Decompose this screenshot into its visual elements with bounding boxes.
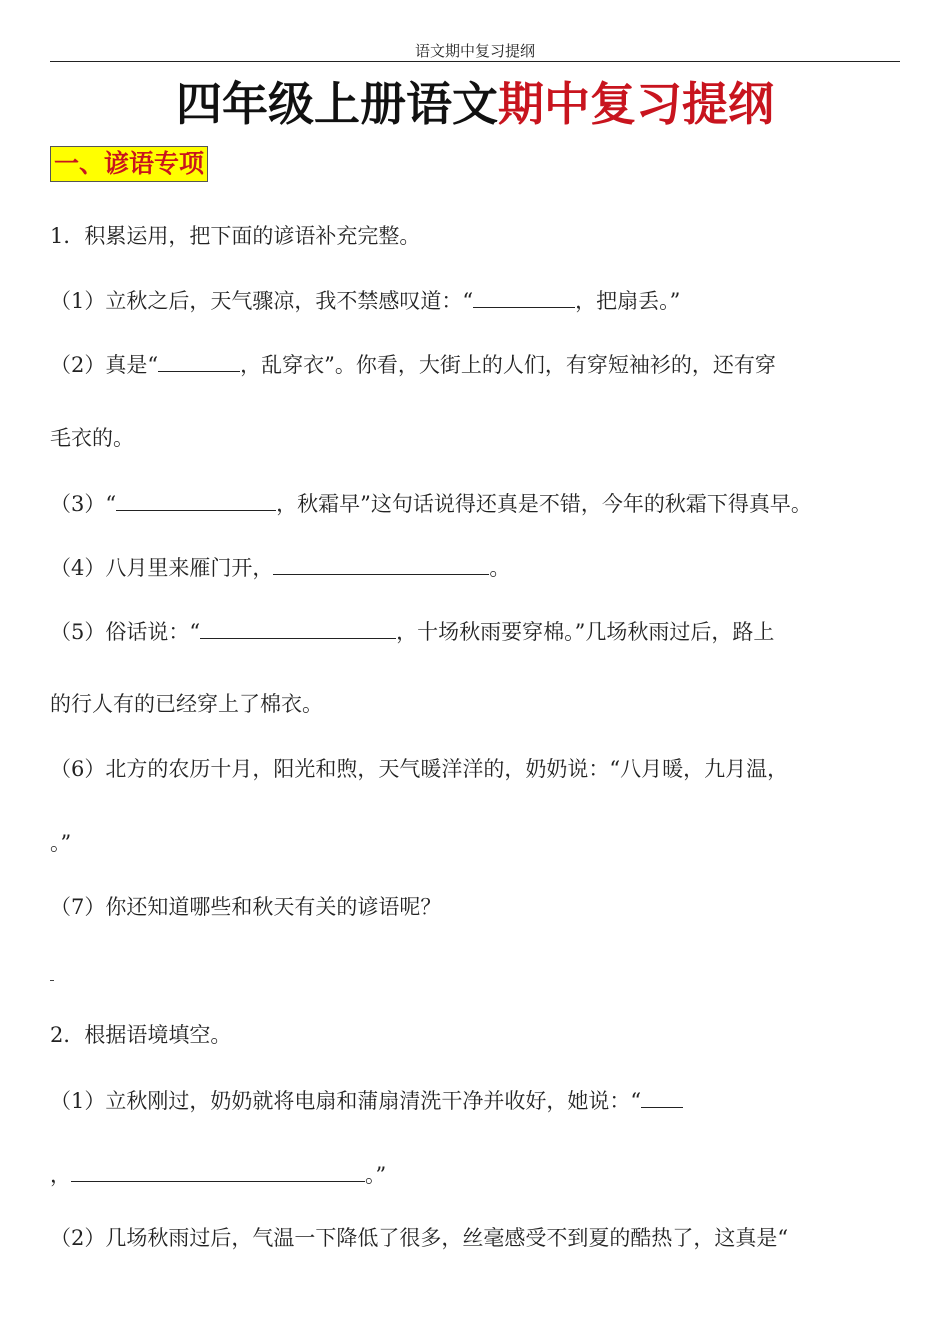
q1-item-1-text-a: （1）立秋之后，天气骤凉，我不禁感叹道：“ [50, 289, 474, 313]
q1-item-3 [50, 488, 812, 518]
q2-item-2-text-a: （2）几场秋雨过后，气温一下降低了很多，丝毫感受不到夏的酷热了，这真是“ [50, 1226, 789, 1250]
q1-stem-text: 1．积累运用，把下面的谚语补充完整。 [50, 224, 421, 248]
q2-item-1 [50, 1085, 683, 1115]
q1-item-5-text-a: （5）俗话说：“ [50, 620, 201, 644]
q2-item-1-cont [50, 1159, 386, 1189]
q2-stem [50, 1021, 231, 1049]
q1-item-2 [50, 349, 776, 379]
q1-item-2-blank[interactable] [158, 349, 240, 372]
q1-item-3-blank[interactable] [116, 488, 276, 511]
q1-item-1-blank[interactable] [473, 285, 575, 308]
q1-item-2-text-c: 毛衣的。 [50, 426, 134, 450]
q2-item-1-text-a: （1）立秋刚过，奶奶就将电扇和蒲扇清洗干净并收好，她说：“ [50, 1089, 642, 1113]
q1-item-1 [50, 285, 680, 315]
q1-item-3-text-a: （3）“ [50, 492, 117, 516]
q1-item-2-text-a: （2）真是“ [50, 353, 159, 377]
q1-item-2-text-b: ，乱穿衣”。你看，大街上的人们，有穿短袖衫的，还有穿 [240, 353, 776, 377]
q1-item-3-text-b: ，秋霜早”这句话说得还真是不错，今年的秋霜下得真早。 [276, 492, 812, 516]
q1-item-4 [50, 552, 510, 582]
q2-stem-text: 2．根据语境填空。 [50, 1023, 232, 1047]
header-rule [50, 61, 900, 62]
page-title [0, 74, 950, 134]
q1-item-7 [50, 893, 441, 921]
q1-stem [50, 222, 420, 250]
title-red-part: 期中复习提纲 [498, 77, 774, 131]
q2-item-1-blank-b[interactable] [71, 1159, 365, 1182]
q1-item-4-text-b: 。 [489, 556, 511, 580]
q1-item-5-text-c: 的行人有的已经穿上了棉衣。 [50, 692, 323, 716]
q1-item-6-cont [50, 829, 71, 857]
q1-item-4-blank[interactable] [273, 552, 489, 575]
q2-item-1-text-c: 。” [365, 1163, 387, 1187]
q1-item-7-text: （7）你还知道哪些和秋天有关的谚语呢？ [50, 895, 442, 919]
q2-item-1-text-b: ， [50, 1163, 71, 1187]
q2-item-2 [50, 1224, 788, 1252]
q1-item-5-cont [50, 690, 323, 718]
q1-item-5-blank[interactable] [200, 616, 396, 639]
q1-item-6 [50, 755, 788, 783]
q1-item-2-cont [50, 424, 134, 452]
answer-dash-mark [50, 980, 54, 981]
q1-item-5 [50, 616, 774, 646]
running-header: 语文期中复习提纲 [414, 42, 535, 60]
q1-item-4-text-a: （4）八月里来雁门开， [50, 556, 274, 580]
q1-item-5-text-b: ，十场秋雨要穿棉。”几场秋雨过后，路上 [396, 620, 775, 644]
title-black-part: 四年级上册语文 [176, 77, 498, 131]
q2-item-1-blank-a[interactable] [641, 1085, 683, 1108]
q1-item-6-text-a: （6）北方的农历十月，阳光和煦，天气暖洋洋的，奶奶说：“八月暖，九月温， [50, 757, 789, 781]
q1-item-6-text-b: 。” [50, 831, 72, 855]
section-heading-proverbs: 一、谚语专项 [50, 146, 208, 182]
q1-item-1-text-b: ，把扇丢。” [575, 289, 681, 313]
